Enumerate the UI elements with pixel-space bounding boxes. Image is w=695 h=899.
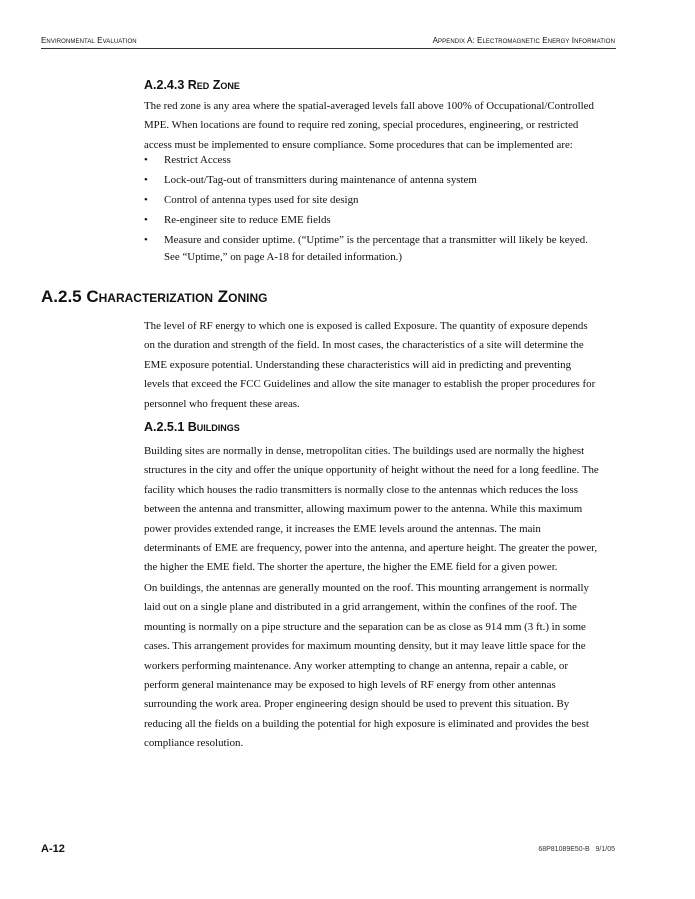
text-line: facility which houses the radio transmitters is normally close to the antennas which reduces the loss (144, 483, 579, 496)
text-line: reducing all the fields on a building the potential for high exposure is eliminated and provides the best (144, 717, 589, 730)
text-line: Building sites are normally in dense, metropolitan cities. The buildings used are normally the highest (144, 445, 585, 457)
text-line: personnel who frequent these areas. (144, 397, 300, 410)
text-line: The level of RF energy to which one is exposed is called Exposure. The quantity of exposure depends (144, 320, 588, 332)
characterization-paragraph (144, 317, 624, 414)
list-item (144, 192, 588, 209)
red-zone-paragraph (144, 97, 624, 155)
bullet-icon: • (144, 174, 148, 186)
bullet-icon: • (144, 214, 148, 226)
text-line: structures in the city and offer the unique opportunity of height without the need for a long feedline. The (144, 464, 599, 477)
text-line: on the duration and strength of the field. In most cases, the characteristics of a site will determine the (144, 339, 584, 352)
text-line: between the antenna and transmitter, allowing maximum power to the antenna. While this maximum (144, 503, 583, 516)
running-header-left: Environmental Evaluation (41, 36, 137, 45)
text-line: The red zone is any area where the spatial-averaged levels fall above 100% of Occupational/Controlled (144, 100, 594, 112)
list-item-text: Control of antenna types used for site design (164, 194, 359, 206)
text-line: power provides extended range, it increases the EME levels around the antennas. The main (144, 522, 541, 535)
text-line: surrounding the work area. Proper engineering design should be used to prevent this situation. By (144, 698, 570, 711)
text-line: compliance resolution. (144, 737, 244, 750)
list-item-text: See “Uptime,” on page A-18 for detailed information.) (164, 250, 403, 263)
list-item (144, 212, 588, 229)
list-item (144, 172, 588, 189)
text-line: cases. This arrangement provides for maximum mounting density, but it may leave little space for the (144, 640, 586, 653)
text-line: EME exposure potential. Understanding these characteristics will aid in predicting and preventing (144, 358, 572, 371)
text-line: determinants of EME are frequency, power into the antenna, and aperture height. The greater the power, (144, 541, 598, 554)
text-line: access must be implemented to ensure compliance. Some procedures that can be implemented are: (144, 138, 573, 151)
bullet-icon: • (144, 234, 148, 246)
list-item (144, 152, 588, 169)
buildings-paragraph-1 (144, 442, 624, 578)
document-id: 68P81089E50-B 9/1/05 (538, 846, 615, 853)
list-item-text: Measure and consider uptime. (“Uptime” is the percentage that a transmitter will likely be keyed. (164, 234, 588, 246)
list-item-text: Lock-out/Tag-out of transmitters during maintenance of antenna system (164, 174, 477, 186)
text-line: levels that exceed the FCC Guidelines and allow the site manager to establish the proper procedures for (144, 378, 596, 391)
running-header-right: Appendix A: Electromagnetic Energy Information (432, 36, 615, 45)
text-line: On buildings, the antennas are generally mounted on the roof. This mounting arrangement is normally (144, 582, 590, 594)
bullet-icon: • (144, 194, 148, 206)
text-line: MPE. When locations are found to require red zoning, special procedures, engineering, or restricted (144, 119, 579, 132)
text-line: laid out on a single plane and distributed in a grid arrangement, within the confines of the roof. The (144, 601, 577, 614)
list-item (144, 232, 588, 265)
list-item-text: Re-engineer site to reduce EME fields (164, 214, 331, 226)
text-line: workers performing maintenance. Any worker attempting to change an antenna, repair a cable, or (144, 659, 568, 672)
heading-buildings: A.2.5.1 Buildings (144, 420, 240, 434)
buildings-paragraph-2 (144, 579, 624, 754)
header-rule (41, 48, 616, 49)
text-line: the higher the EME field. The shorter the aperture, the higher the EME field for a given power. (144, 561, 558, 574)
page-number: A-12 (41, 843, 65, 855)
bullet-icon: • (144, 154, 148, 166)
text-line: perform general maintenance may be exposed to high levels of RF energy from other antennas (144, 678, 556, 691)
list-item-text: Restrict Access (164, 154, 231, 166)
procedures-list (144, 152, 588, 269)
heading-red-zone: A.2.4.3 Red Zone (144, 78, 240, 92)
text-line: mounting is normally on a pipe structure and the separation can be as close as 914 mm (3 ft.) in some (144, 620, 586, 633)
heading-characterization-zoning: A.2.5 Characterization Zoning (41, 287, 268, 306)
